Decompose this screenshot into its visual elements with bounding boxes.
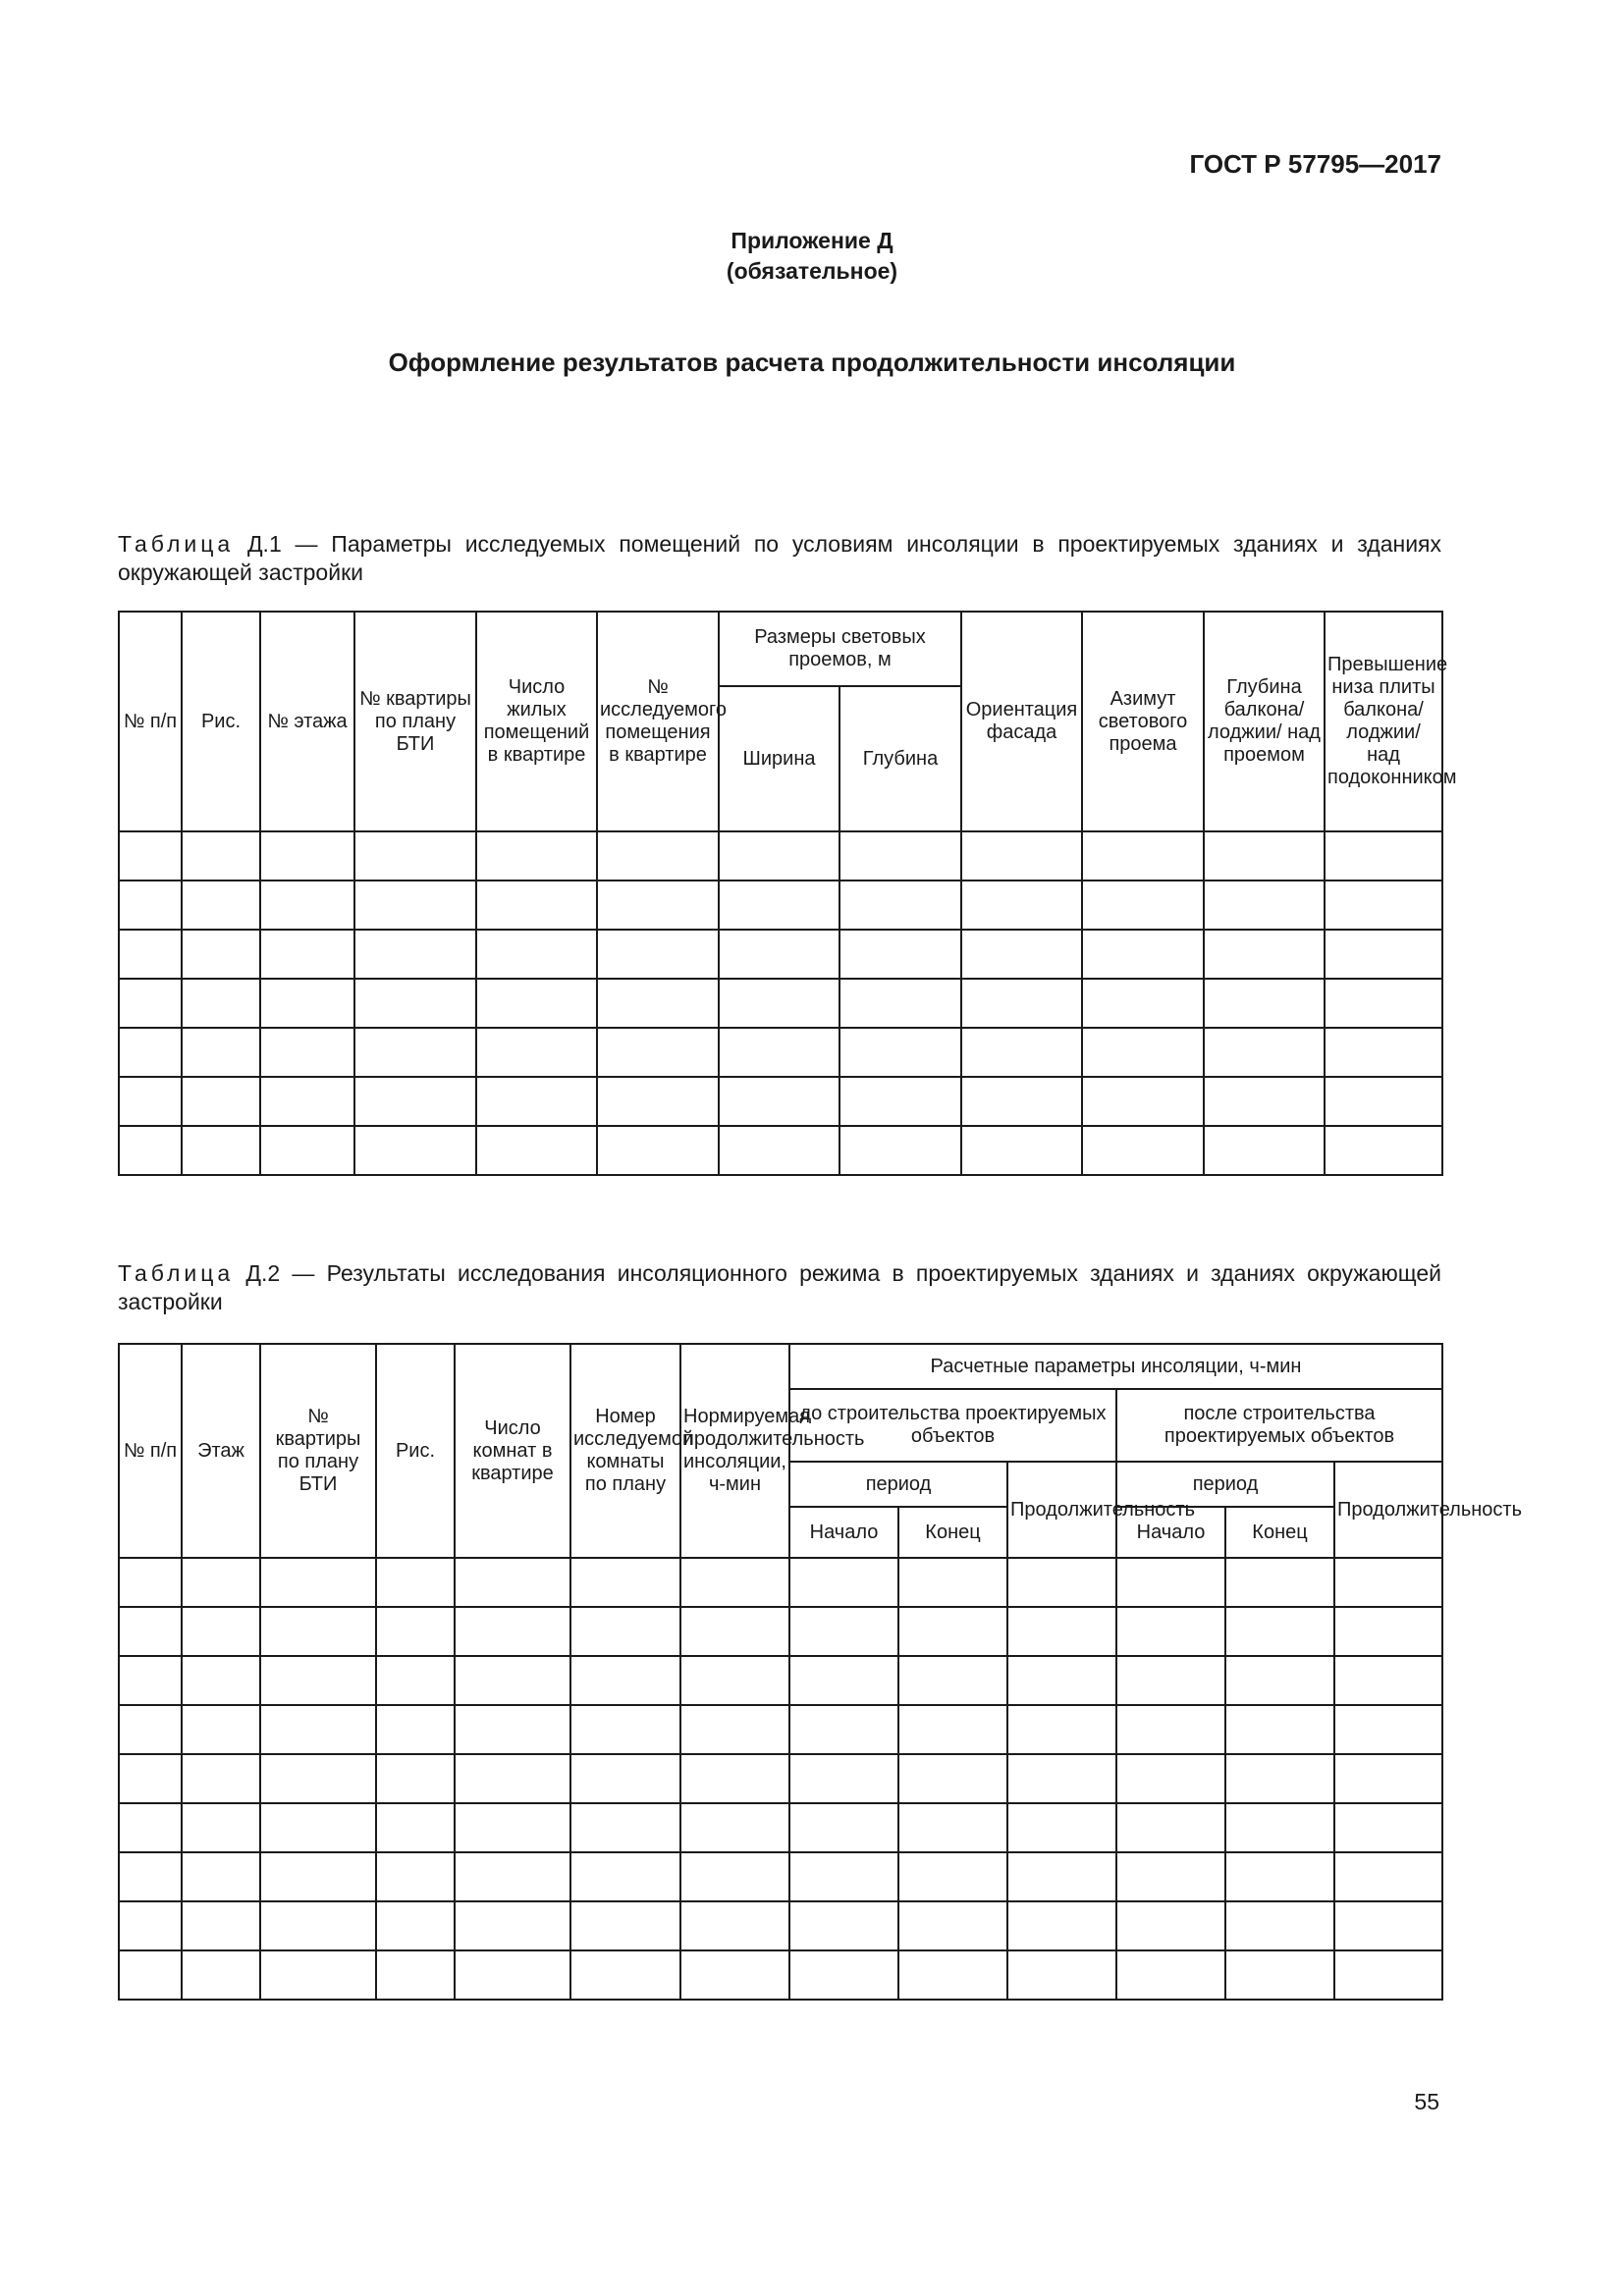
t1-header-balcony-depth: Глубина балкона/ лоджии/ над проемом xyxy=(1204,612,1325,831)
table-cell xyxy=(789,1607,898,1656)
table-cell xyxy=(898,1852,1007,1901)
table-cell xyxy=(182,1126,260,1175)
table-cell xyxy=(789,1705,898,1754)
table-cell xyxy=(1082,979,1204,1028)
table-cell xyxy=(597,930,719,979)
table-cell xyxy=(789,1950,898,2000)
table-cell xyxy=(1334,1901,1442,1950)
table-cell xyxy=(476,881,597,930)
table-cell xyxy=(376,1901,455,1950)
table-cell xyxy=(1334,1558,1442,1607)
t2-header-end-after: Конец xyxy=(1225,1507,1334,1558)
table-cell xyxy=(260,1901,376,1950)
table-cell xyxy=(1225,1803,1334,1852)
table-cell xyxy=(1116,1607,1225,1656)
table-cell xyxy=(455,1754,570,1803)
table-cell xyxy=(455,1852,570,1901)
table-cell xyxy=(455,1558,570,1607)
t1-header-openings-group: Размеры световых проемов, м xyxy=(719,612,961,686)
table-cell xyxy=(119,930,182,979)
table-cell xyxy=(898,1754,1007,1803)
table-cell xyxy=(476,1077,597,1126)
table-row xyxy=(119,1950,1442,2000)
t1-header-depth: Глубина xyxy=(839,686,961,831)
table-cell xyxy=(1082,881,1204,930)
main-title: Оформление результатов расчета продолжительности инсоляции xyxy=(388,347,1236,377)
table-cell xyxy=(1225,1656,1334,1705)
table-cell xyxy=(1007,1754,1116,1803)
table-cell xyxy=(839,979,961,1028)
table-cell xyxy=(1204,930,1325,979)
table-cell xyxy=(1007,1607,1116,1656)
table-cell xyxy=(1325,930,1442,979)
table-cell xyxy=(680,1656,789,1705)
table-cell xyxy=(597,1028,719,1077)
table2-body xyxy=(119,1558,1442,2000)
table-row xyxy=(119,1028,1442,1077)
table-cell xyxy=(1007,1803,1116,1852)
table-cell xyxy=(1225,1754,1334,1803)
table-cell xyxy=(119,831,182,881)
t1-header-floor: № этажа xyxy=(260,612,354,831)
t2-header-apartment: № квартиры по плану БТИ xyxy=(260,1344,376,1558)
table-cell xyxy=(119,1077,182,1126)
table-row xyxy=(119,930,1442,979)
table-cell xyxy=(1334,1803,1442,1852)
table-cell xyxy=(1116,1803,1225,1852)
table-cell xyxy=(376,1705,455,1754)
table-cell xyxy=(1334,1852,1442,1901)
table-cell xyxy=(260,1028,354,1077)
table1-caption-label: Таблица xyxy=(118,531,235,557)
table-cell xyxy=(1334,1950,1442,2000)
table-row xyxy=(119,1754,1442,1803)
table-cell xyxy=(376,1950,455,2000)
table-cell xyxy=(680,1852,789,1901)
table-cell xyxy=(570,1607,680,1656)
table-cell xyxy=(260,1803,376,1852)
page-number: 55 xyxy=(1414,2089,1439,2114)
table-cell xyxy=(597,979,719,1028)
table-cell xyxy=(570,1705,680,1754)
table-cell xyxy=(1007,1852,1116,1901)
table-cell xyxy=(455,1607,570,1656)
table-cell xyxy=(476,1028,597,1077)
table-cell xyxy=(597,881,719,930)
table-cell xyxy=(354,831,476,881)
table-row xyxy=(119,1705,1442,1754)
table-cell xyxy=(182,979,260,1028)
table-cell xyxy=(119,979,182,1028)
appendix-title: Приложение Д xyxy=(731,228,893,253)
table-cell xyxy=(476,1126,597,1175)
table-cell xyxy=(260,979,354,1028)
t2-header-after: после строительства проектируемых объектов xyxy=(1116,1389,1442,1462)
table-cell xyxy=(1225,1705,1334,1754)
t2-header-fig: Рис. xyxy=(376,1344,455,1558)
table-cell xyxy=(1116,1852,1225,1901)
t1-header-num: № п/п xyxy=(119,612,182,831)
table-cell xyxy=(597,831,719,881)
table-cell xyxy=(789,1754,898,1803)
table-cell xyxy=(961,1028,1082,1077)
table-cell xyxy=(898,1607,1007,1656)
table-row xyxy=(119,1558,1442,1607)
table-cell xyxy=(680,1754,789,1803)
t2-header-room-number: Номер исследуемой комнаты по плану xyxy=(570,1344,680,1558)
t1-header-apartment: № квартиры по плану БТИ xyxy=(354,612,476,831)
table-cell xyxy=(1225,1558,1334,1607)
table-cell xyxy=(1334,1754,1442,1803)
table-cell xyxy=(182,1607,260,1656)
table-cell xyxy=(1007,1558,1116,1607)
t2-header-rooms: Число комнат в квартире xyxy=(455,1344,570,1558)
table-cell xyxy=(570,1950,680,2000)
table-cell xyxy=(376,1607,455,1656)
table-cell xyxy=(260,1852,376,1901)
t2-header-period-after: период xyxy=(1116,1462,1334,1507)
table-cell xyxy=(182,1901,260,1950)
table-cell xyxy=(1204,1077,1325,1126)
table-cell xyxy=(570,1656,680,1705)
table-cell xyxy=(354,979,476,1028)
table-cell xyxy=(354,1126,476,1175)
table-cell xyxy=(1325,881,1442,930)
table1-caption-text: Д.1 — Параметры исследуемых помещений по условиям инсоляции в проектируемых зданиях и зданиях окружающей застройки xyxy=(118,531,1441,585)
table-cell xyxy=(119,1852,182,1901)
table-row xyxy=(119,1077,1442,1126)
table-row xyxy=(119,1607,1442,1656)
table-cell xyxy=(1334,1705,1442,1754)
table-cell xyxy=(182,930,260,979)
table-cell xyxy=(898,1803,1007,1852)
table-cell xyxy=(182,1028,260,1077)
table-cell xyxy=(1082,930,1204,979)
table2 xyxy=(118,1343,1522,2001)
table-cell xyxy=(839,1077,961,1126)
table-cell xyxy=(570,1754,680,1803)
table-cell xyxy=(1225,1852,1334,1901)
table-cell xyxy=(119,1028,182,1077)
table-row xyxy=(119,1803,1442,1852)
t1-header-room-number: № исследуемого помещения в квартире xyxy=(597,612,719,831)
table-cell xyxy=(898,1558,1007,1607)
table-cell xyxy=(680,1607,789,1656)
table-cell xyxy=(182,1077,260,1126)
table-cell xyxy=(182,831,260,881)
table-row xyxy=(119,881,1442,930)
table-cell xyxy=(119,1558,182,1607)
table-cell xyxy=(961,881,1082,930)
table1-caption xyxy=(118,530,1441,587)
table-cell xyxy=(1007,1705,1116,1754)
table-cell xyxy=(455,1950,570,2000)
table-cell xyxy=(839,831,961,881)
table-cell xyxy=(182,1803,260,1852)
table-cell xyxy=(1082,1077,1204,1126)
table-cell xyxy=(680,1803,789,1852)
table-row xyxy=(119,1852,1442,1901)
table-cell xyxy=(354,930,476,979)
t2-header-start-after: Начало xyxy=(1116,1507,1225,1558)
table-cell xyxy=(789,1803,898,1852)
table-cell xyxy=(1007,1950,1116,2000)
table-cell xyxy=(119,1754,182,1803)
table-cell xyxy=(1204,831,1325,881)
table-cell xyxy=(476,831,597,881)
table-cell xyxy=(1007,1901,1116,1950)
t2-header-start-before: Начало xyxy=(789,1507,898,1558)
table-cell xyxy=(1334,1656,1442,1705)
t1-header-azimuth: Азимут светового проема xyxy=(1082,612,1204,831)
table-cell xyxy=(119,1607,182,1656)
table-cell xyxy=(1116,1754,1225,1803)
table-cell xyxy=(570,1901,680,1950)
table-cell xyxy=(839,1028,961,1077)
table-cell xyxy=(961,979,1082,1028)
table-cell xyxy=(1225,1950,1334,2000)
standard-code: ГОСТ Р 57795—2017 xyxy=(1189,149,1441,179)
table-cell xyxy=(570,1558,680,1607)
table-cell xyxy=(789,1901,898,1950)
table-cell xyxy=(1325,1077,1442,1126)
table-cell xyxy=(455,1803,570,1852)
table-cell xyxy=(1082,831,1204,881)
t2-header-num: № п/п xyxy=(119,1344,182,1558)
table-cell xyxy=(680,1901,789,1950)
table-cell xyxy=(260,1077,354,1126)
table-cell xyxy=(1007,1656,1116,1705)
t2-header-duration-before: Продолжительность xyxy=(1007,1462,1116,1558)
table-cell xyxy=(839,1126,961,1175)
table2-caption xyxy=(118,1259,1441,1316)
table-cell xyxy=(1204,1028,1325,1077)
table-row xyxy=(119,979,1442,1028)
table-cell xyxy=(898,1901,1007,1950)
table-cell xyxy=(961,930,1082,979)
t2-header-norm-duration: Нормируемая продолжительность инсоляции, ч-мин xyxy=(680,1344,789,1558)
table-cell xyxy=(354,1028,476,1077)
table-cell xyxy=(182,1656,260,1705)
table-cell xyxy=(354,881,476,930)
t1-header-orientation: Ориентация фасада xyxy=(961,612,1082,831)
table-row xyxy=(119,1901,1442,1950)
table2-caption-label: Таблица xyxy=(118,1260,235,1286)
table-cell xyxy=(182,1950,260,2000)
t2-header-calc-group: Расчетные параметры инсоляции, ч-мин xyxy=(789,1344,1442,1389)
table-cell xyxy=(354,1077,476,1126)
t1-header-balcony-excess: Превышение низа плиты балкона/ лоджии/ над подоконником xyxy=(1325,612,1442,831)
t1-header-fig: Рис. xyxy=(182,612,260,831)
table-cell xyxy=(1116,1705,1225,1754)
table-cell xyxy=(376,1852,455,1901)
table-cell xyxy=(455,1656,570,1705)
table-cell xyxy=(1116,1558,1225,1607)
table-cell xyxy=(1325,1126,1442,1175)
table-cell xyxy=(476,930,597,979)
table-cell xyxy=(260,1705,376,1754)
table-row xyxy=(119,1656,1442,1705)
table-cell xyxy=(961,1077,1082,1126)
table-cell xyxy=(789,1558,898,1607)
table-cell xyxy=(182,881,260,930)
table-cell xyxy=(182,1705,260,1754)
table-cell xyxy=(376,1656,455,1705)
table-cell xyxy=(260,930,354,979)
table-cell xyxy=(1204,1126,1325,1175)
table-cell xyxy=(898,1705,1007,1754)
t2-header-period-before: период xyxy=(789,1462,1007,1507)
table-cell xyxy=(119,1126,182,1175)
t2-header-end-before: Конец xyxy=(898,1507,1007,1558)
table-cell xyxy=(260,1656,376,1705)
table-cell xyxy=(1082,1028,1204,1077)
table-row xyxy=(119,831,1442,881)
table-row xyxy=(119,1126,1442,1175)
table-cell xyxy=(260,1126,354,1175)
table-cell xyxy=(570,1852,680,1901)
table-cell xyxy=(260,1558,376,1607)
table-cell xyxy=(719,1077,839,1126)
table-cell xyxy=(260,831,354,881)
table-cell xyxy=(680,1705,789,1754)
table-cell xyxy=(1116,1901,1225,1950)
table-cell xyxy=(719,979,839,1028)
table-cell xyxy=(680,1950,789,2000)
appendix-status: (обязательное) xyxy=(726,258,898,284)
table-cell xyxy=(570,1803,680,1852)
table-cell xyxy=(1334,1607,1442,1656)
table1 xyxy=(118,611,1457,1176)
table-cell xyxy=(719,881,839,930)
t1-header-width: Ширина xyxy=(719,686,839,831)
table-cell xyxy=(260,1754,376,1803)
table-cell xyxy=(597,1077,719,1126)
table-cell xyxy=(119,1901,182,1950)
t2-header-floor: Этаж xyxy=(182,1344,260,1558)
t2-header-duration-after: Продолжительность xyxy=(1334,1462,1442,1558)
table-cell xyxy=(476,979,597,1028)
table-cell xyxy=(119,1950,182,2000)
table-cell xyxy=(455,1705,570,1754)
table-cell xyxy=(376,1803,455,1852)
table-cell xyxy=(260,1607,376,1656)
table-cell xyxy=(1225,1607,1334,1656)
table-cell xyxy=(961,1126,1082,1175)
table-cell xyxy=(839,930,961,979)
table-cell xyxy=(1225,1901,1334,1950)
t2-header-before: до строительства проектируемых объектов xyxy=(789,1389,1116,1462)
table-cell xyxy=(719,930,839,979)
table-cell xyxy=(898,1950,1007,2000)
table-cell xyxy=(898,1656,1007,1705)
table-cell xyxy=(182,1754,260,1803)
table2-caption-text: Д.2 — Результаты исследования инсоляционного режима в проектируемых зданиях и зданиях окружающей застройки xyxy=(118,1260,1441,1314)
table-cell xyxy=(119,1656,182,1705)
table-cell xyxy=(1325,979,1442,1028)
table-cell xyxy=(961,831,1082,881)
table-cell xyxy=(1082,1126,1204,1175)
table-cell xyxy=(1204,979,1325,1028)
table-cell xyxy=(260,881,354,930)
table-cell xyxy=(119,881,182,930)
table-cell xyxy=(119,1705,182,1754)
table-cell xyxy=(1325,831,1442,881)
table-cell xyxy=(719,831,839,881)
table-cell xyxy=(1204,881,1325,930)
table-cell xyxy=(455,1901,570,1950)
table-cell xyxy=(1116,1950,1225,2000)
table-cell xyxy=(789,1852,898,1901)
appendix-heading xyxy=(0,226,1624,287)
table-cell xyxy=(719,1028,839,1077)
table-cell xyxy=(1325,1028,1442,1077)
t1-header-rooms: Число жилых помещений в квартире xyxy=(476,612,597,831)
table-cell xyxy=(789,1656,898,1705)
table-cell xyxy=(719,1126,839,1175)
table-cell xyxy=(182,1558,260,1607)
table-cell xyxy=(376,1558,455,1607)
table-cell xyxy=(376,1754,455,1803)
table1-body xyxy=(119,831,1442,1175)
table-cell xyxy=(839,881,961,930)
table-cell xyxy=(680,1558,789,1607)
table-cell xyxy=(260,1950,376,2000)
table-cell xyxy=(182,1852,260,1901)
table-cell xyxy=(119,1803,182,1852)
table-cell xyxy=(597,1126,719,1175)
table-cell xyxy=(1116,1656,1225,1705)
